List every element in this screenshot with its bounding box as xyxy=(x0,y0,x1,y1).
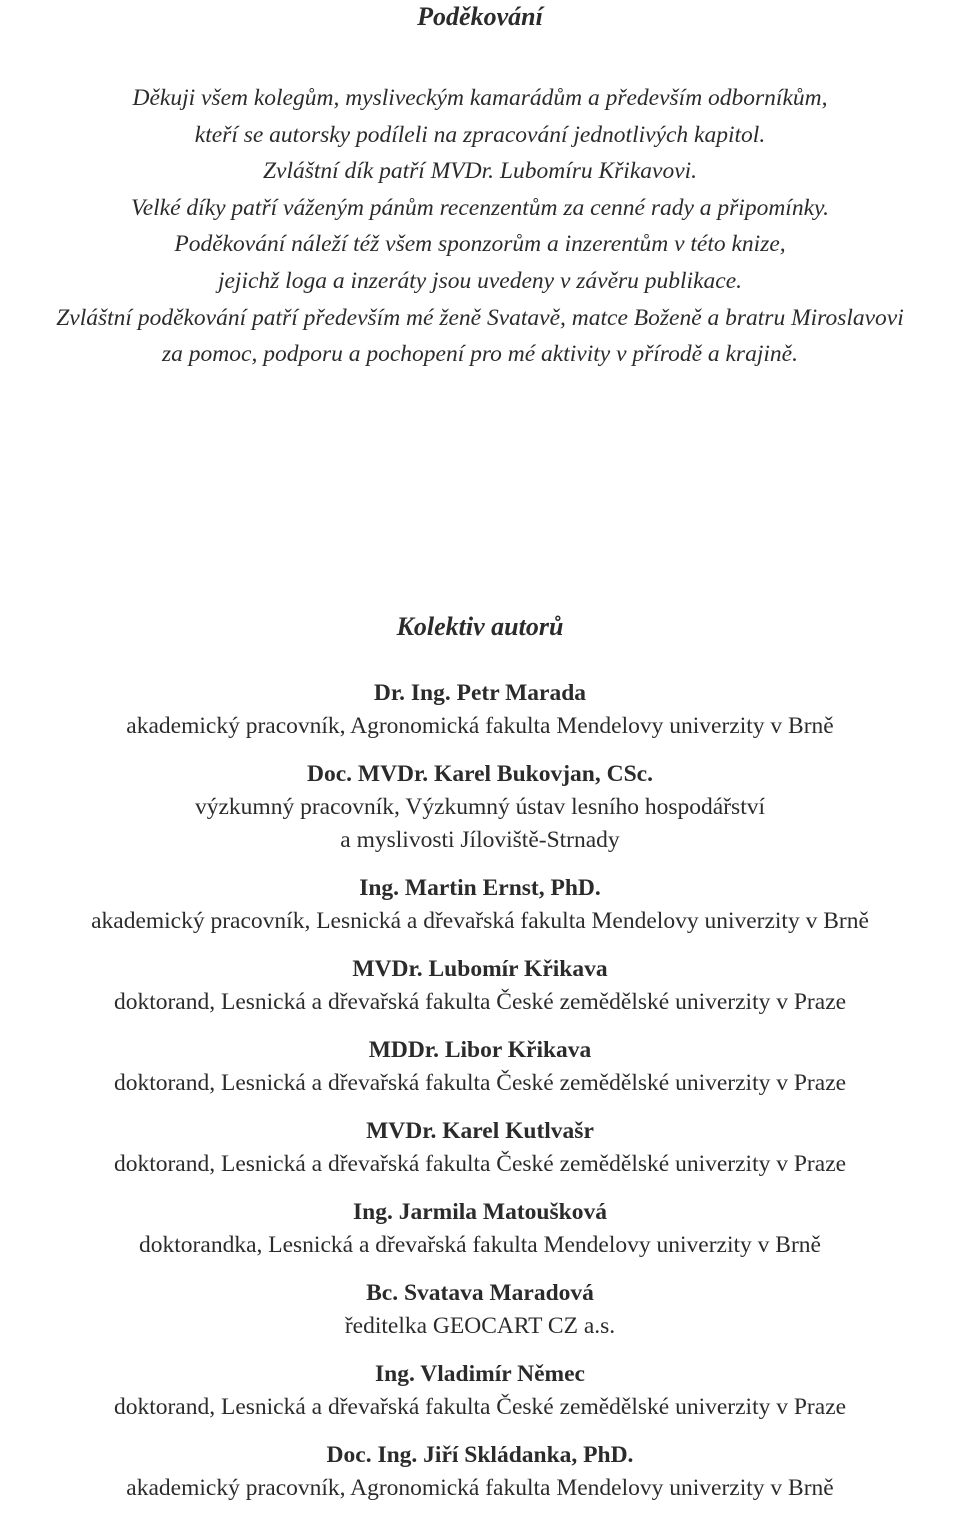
author-name: MVDr. Lubomír Křikava xyxy=(352,956,608,982)
author-entry xyxy=(0,953,960,1019)
acknowledgements-line: Zvláštní poděkování patří především mé ženě Svatavě, matce Boženě a bratru Miroslavovi xyxy=(56,304,904,331)
author-entry xyxy=(0,1358,960,1424)
acknowledgements-line: jejichž loga a inzeráty jsou uvedeny v závěru publikace. xyxy=(217,267,743,294)
acknowledgements-line: Zvláštní dík patří MVDr. Lubomíru Křikavovi. xyxy=(262,158,698,185)
author-affiliation: ředitelka GEOCART CZ a.s. xyxy=(344,1313,616,1339)
author-entry xyxy=(0,758,960,857)
author-name: Ing. Martin Ernst, PhD. xyxy=(359,875,601,901)
acknowledgements-title: Poděkování xyxy=(417,2,543,31)
authors-title: Kolektiv autorů xyxy=(396,612,564,641)
author-entry xyxy=(0,872,960,938)
author-affiliation: doktorandka, Lesnická a dřevařská fakulta Mendelovy univerzity v Brně xyxy=(139,1232,821,1258)
acknowledgements-body xyxy=(0,80,960,373)
author-name: Ing. Vladimír Němec xyxy=(375,1361,585,1387)
author-entry xyxy=(0,1439,960,1505)
author-affiliation: doktorand, Lesnická a dřevařská fakulta České zemědělské univerzity v Praze xyxy=(113,989,847,1015)
author-affiliation: akademický pracovník, Lesnická a dřevařská fakulta Mendelovy univerzity v Brně xyxy=(91,908,869,934)
author-affiliation: akademický pracovník, Agronomická fakulta Mendelovy univerzity v Brně xyxy=(126,713,834,739)
acknowledgements-line: Děkuji všem kolegům, mysliveckým kamarádům a především odborníkům, xyxy=(132,85,828,111)
author-entry xyxy=(0,1034,960,1100)
author-name: Bc. Svatava Maradová xyxy=(366,1280,594,1306)
author-affiliation: doktorand, Lesnická a dřevařská fakulta České zemědělské univerzity v Praze xyxy=(113,1151,847,1177)
author-name: Doc. MVDr. Karel Bukovjan, CSc. xyxy=(307,761,653,787)
author-name: MDDr. Libor Křikava xyxy=(368,1037,592,1063)
author-name: MVDr. Karel Kutlvašr xyxy=(366,1118,594,1144)
acknowledgements-line: kteří se autorsky podíleli na zpracování jednotlivých kapitol. xyxy=(194,121,766,148)
author-name: Dr. Ing. Petr Marada xyxy=(373,680,587,706)
author-affiliation: akademický pracovník, Agronomická fakulta Mendelovy univerzity v Brně xyxy=(126,1475,834,1501)
author-entry xyxy=(0,1115,960,1181)
acknowledgements-line: Poděkování náleží též všem sponzorům a inzerentům v této knize, xyxy=(174,231,786,258)
author-affiliation: doktorand, Lesnická a dřevařská fakulta České zemědělské univerzity v Praze xyxy=(113,1070,847,1096)
author-entry xyxy=(0,677,960,743)
acknowledgements-line: za pomoc, podporu a pochopení pro mé aktivity v přírodě a krajině. xyxy=(162,341,798,368)
author-affiliation: výzkumný pracovník, Výzkumný ústav lesního hospodářství xyxy=(194,794,766,820)
author-entry xyxy=(0,1277,960,1343)
author-name: Doc. Ing. Jiří Skládanka, PhD. xyxy=(326,1442,634,1468)
authors-list xyxy=(0,677,960,1505)
author-name: Ing. Jarmila Matoušková xyxy=(353,1199,607,1225)
author-entry xyxy=(0,1196,960,1262)
acknowledgements-line: Velké díky patří váženým pánům recenzentům za cenné rady a připomínky. xyxy=(130,194,830,221)
author-affiliation: a myslivosti Jíloviště-Strnady xyxy=(340,827,620,853)
author-affiliation: doktorand, Lesnická a dřevařská fakulta České zemědělské univerzity v Praze xyxy=(113,1394,847,1420)
